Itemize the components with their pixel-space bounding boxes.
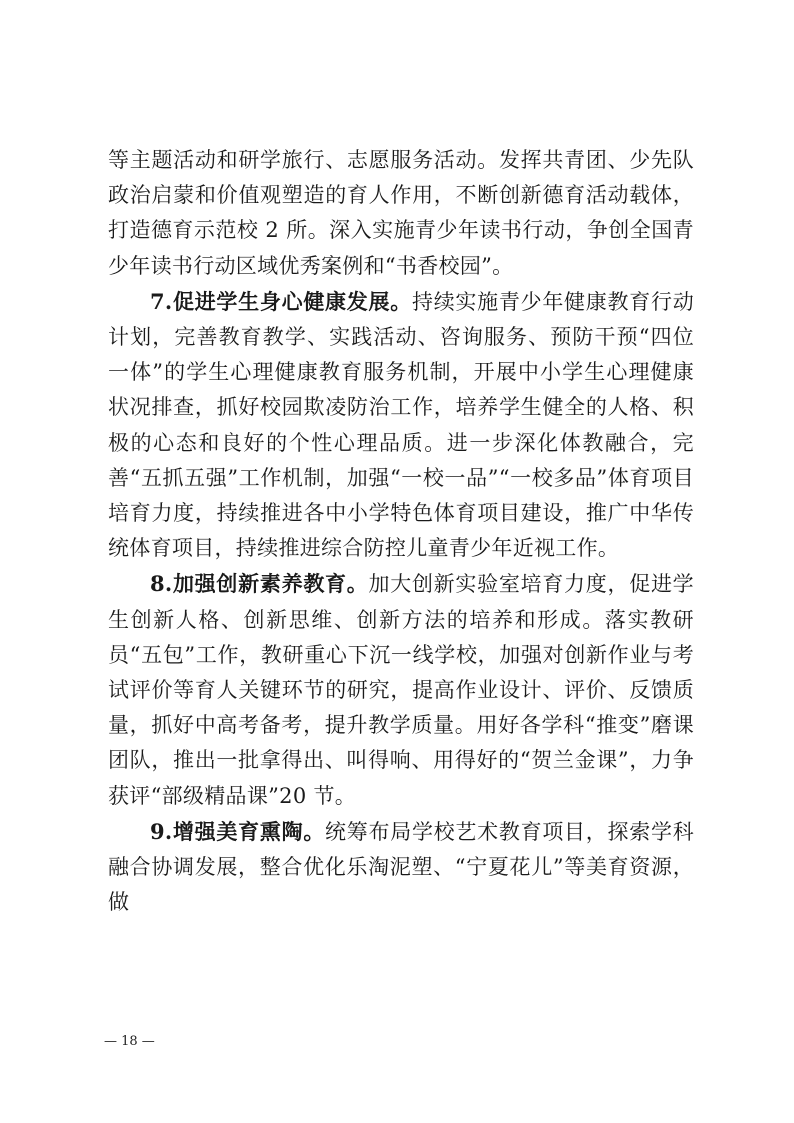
- paragraph-continuation: [108, 143, 694, 284]
- document-body: [108, 143, 694, 920]
- paragraph-heading: 8.加强创新素养教育。: [150, 571, 369, 597]
- page-number: — 18 —: [104, 1034, 155, 1049]
- paragraph-text: 加大创新实验室培育力度，促进学生创新人格、创新思维、创新方法的培养和形成。落实教研员“五包”工作，教研重心下沉一线学校，加强对创新作业与考试评价等育人关键环节的研究，提高作业设计、评价、反馈质量，抓好中高考备考，提升教学质量。用好各学科“推变”磨课团队，推出一批拿得出、叫得响、用得好的“贺兰金课”，力争获评“部级精品课”20 节。: [108, 572, 694, 808]
- paragraph-7: [108, 284, 694, 567]
- paragraph-heading: 9.增强美育熏陶。: [150, 818, 326, 844]
- paragraph-text: 统筹布局学校艺术教育项目，探索学科融合协调发展，整合优化乐淘泥塑、“宁夏花儿”等美育资源，做: [108, 819, 694, 915]
- paragraph-9: [108, 814, 694, 921]
- paragraph-heading: 7.促进学生身心健康发展。: [150, 288, 412, 314]
- paragraph-text: 等主题活动和研学旅行、志愿服务活动。发挥共青团、少先队政治启蒙和价值观塑造的育人作用，不断创新德育活动载体，打造德育示范校 2 所。深入实施青少年读书行动，争创全国青少年读书行动区域优秀案例和“书香校园”。: [108, 148, 694, 278]
- paragraph-text: 持续实施青少年健康教育行动计划，完善教育教学、实践活动、咨询服务、预防干预“四位一体”的学生心理健康教育服务机制，开展中小学生心理健康状况排查，抓好校园欺凌防治工作，培养学生健全的人格、积极的心态和良好的个性心理品质。进一步深化体教融合，完善“五抓五强”工作机制，加强“一校一品”“一校多品”体育项目培育力度，持续推进各中小学特色体育项目建设，推广中华传统体育项目，持续推进综合防控儿童青少年近视工作。: [108, 289, 695, 561]
- paragraph-8: [108, 566, 694, 813]
